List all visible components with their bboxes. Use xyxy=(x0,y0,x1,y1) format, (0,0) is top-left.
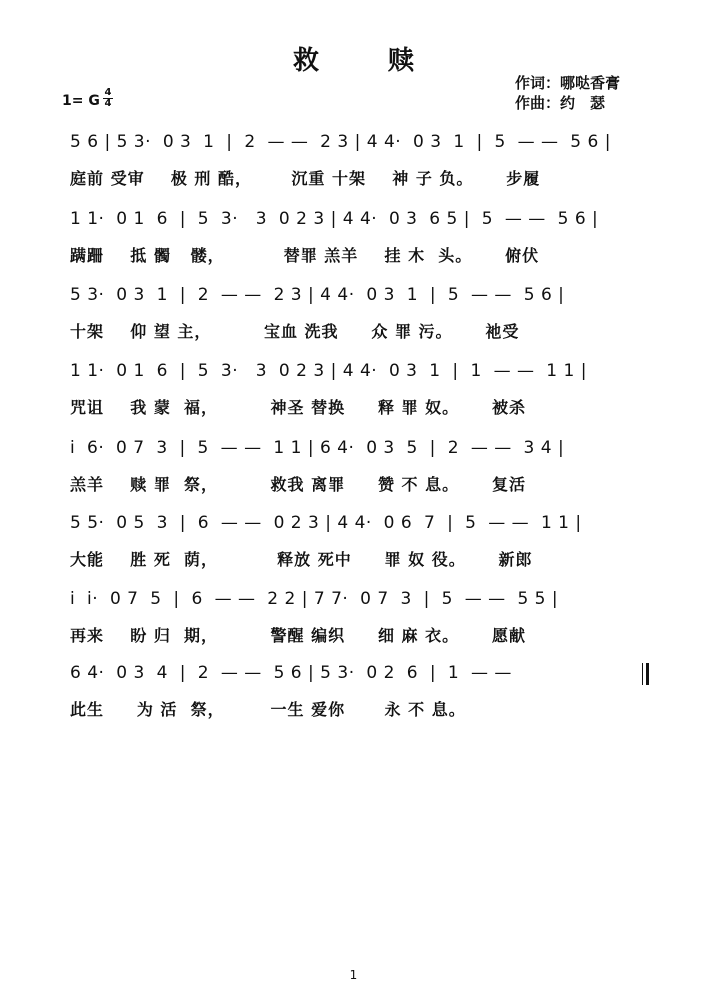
lyric-row: 庭前 受审 极 刑 酷， 沉重 十架 神 子 负。 步履 xyxy=(70,169,541,188)
lyric-row: 蹒跚 抵 髑 髅， 替罪 羔羊 挂 木 头。 俯伏 xyxy=(70,246,540,265)
lyric-row: 大能 胜 死 荫， 释放 死中 罪 奴 役。 新郎 xyxy=(70,550,533,569)
lyric-row: 羔羊 赎 罪 祭， 救我 离罪 赞 不 息。 复活 xyxy=(70,475,526,494)
final-barline xyxy=(642,663,650,685)
notation-row: 5 6 | 5 3· 0 3 1 | 2 — — 2 3 | 4 4· 0 3 1 | 5 — — 5 6 | xyxy=(70,132,611,152)
notation-row: 5 3· 0 3 1 | 2 — — 2 3 | 4 4· 0 3 1 | 5 — — 5 6 | xyxy=(70,285,565,305)
thin-bar xyxy=(642,663,643,685)
notation-row: i 6· 0 7 3 | 5 — — 1 1 | 6 4· 0 3 5 | 2 — — 3 4 | xyxy=(70,438,565,458)
meter-bottom: 4 xyxy=(104,98,112,109)
notation-row: 1 1· 0 1 6 | 5 3· 3 0 2 3 | 4 4· 0 3 6 5 | 5 — — 5 6 | xyxy=(70,209,599,229)
song-title: 救 赎 xyxy=(292,46,445,76)
lyric-row: 咒诅 我 蒙 福， 神圣 替换 释 罪 奴。 被杀 xyxy=(70,398,526,417)
page-number: 1 xyxy=(349,968,358,982)
lyric-row: 再来 盼 归 期， 警醒 编织 细 麻 衣。 愿献 xyxy=(70,626,526,645)
notation-row: 1 1· 0 1 6 | 5 3· 3 0 2 3 | 4 4· 0 3 1 | 1 — — 1 1 | xyxy=(70,361,587,381)
key-signature: 1= G xyxy=(62,93,100,109)
lyric-row: 此生 为 活 祭， 一生 爱你 永 不 息。 xyxy=(70,700,466,719)
notation-row: 6 4· 0 3 4 | 2 — — 5 6 | 5 3· 0 2 6 | 1 — — xyxy=(70,663,512,683)
meter-top: 4 xyxy=(104,87,112,98)
notation-row: i i· 0 7 5 | 6 — — 2 2 | 7 7· 0 7 3 | 5 — — 5 5 | xyxy=(70,589,559,609)
thick-bar xyxy=(646,663,649,685)
lyric-row: 十架 仰 望 主， 宝血 洗我 众 罪 污。 祂受 xyxy=(70,322,520,341)
composer-credit: 作曲：约 瑟 xyxy=(515,94,606,112)
time-signature xyxy=(102,88,114,109)
lyricist-credit: 作词：哪哒香膏 xyxy=(515,74,621,92)
notation-row: 5 5· 0 5 3 | 6 — — 0 2 3 | 4 4· 0 6 7 | 5 — — 1 1 | xyxy=(70,513,582,533)
